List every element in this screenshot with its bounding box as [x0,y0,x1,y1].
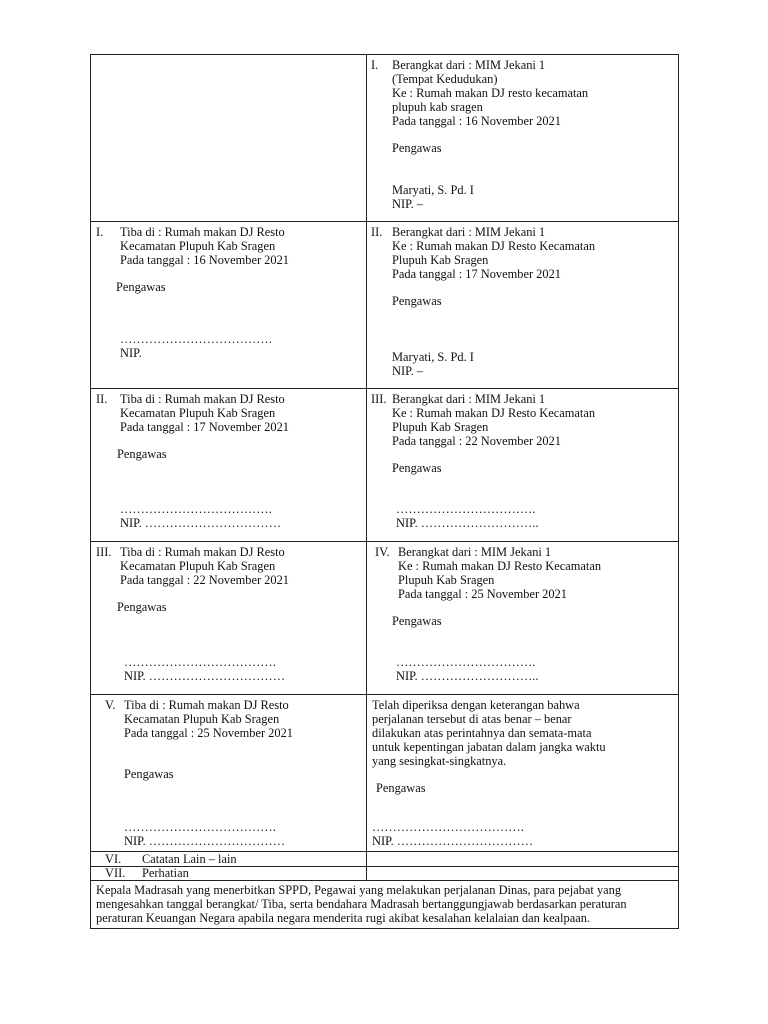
signature-dots: ………………………………. [124,820,276,834]
destination: Ke : Rumah makan DJ resto kecamatan [392,86,589,100]
table-row [91,881,679,929]
table-row [91,222,679,389]
departure-from: Berangkat dari : MIM Jekani 1 [392,225,546,239]
table-row [91,389,679,542]
destination-cont: Plupuh Kab Sragen [392,253,489,267]
table-row [91,852,679,867]
cell-berangkat-3 [367,389,679,542]
destination-cont: Plupuh Kab Sragen [392,420,489,434]
cell-empty [91,55,367,222]
departure-from: Berangkat dari : MIM Jekani 1 [392,58,546,72]
roman-numeral: I. [371,58,379,72]
date-line: Pada tanggal : 22 November 2021 [392,434,561,448]
cell-berangkat-1 [367,55,679,222]
signature-dots: ……………………………. [396,655,536,669]
signature-dots: ………………………………. [120,332,272,346]
notes-label: Catatan Lain – lain [142,852,237,866]
signer-nip: NIP. [120,346,142,360]
verification-line-4: untuk kepentingan jabatan dalam jangka waktu [372,740,606,754]
table-row [91,867,679,881]
destination: Ke : Rumah makan DJ Resto Kecamatan [392,239,596,253]
destination: Ke : Rumah makan DJ Resto Kecamatan [398,559,602,573]
arrival-location: Kecamatan Plupuh Kab Sragen [120,559,276,573]
roman-numeral: V. [105,698,116,712]
signer-name: Maryati, S. Pd. I [392,183,474,197]
signature-dots: ………………………………. [372,820,524,834]
signer-nip: NIP. ……………………….. [396,516,539,530]
signer-role: Pengawas [117,600,167,614]
verification-line-2: perjalanan tersebut di atas benar – benar [372,712,572,726]
verification-line-3: dilakukan atas perintahnya dan semata-mata [372,726,592,740]
signer-role: Pengawas [392,461,442,475]
destination-cont: plupuh kab sragen [392,100,483,114]
signer-role: Pengawas [392,294,442,308]
date-line: Pada tanggal : 17 November 2021 [392,267,561,281]
roman-numeral: VI. [105,852,122,866]
cell-perhatian [91,867,367,881]
signer-role: Pengawas [392,141,442,155]
signer-nip: NIP. – [392,197,423,211]
date-line: Pada tanggal : 17 November 2021 [120,420,289,434]
cell-empty [367,852,679,867]
arrival-at: Tiba di : Rumah makan DJ Resto [120,392,285,406]
destination: Ke : Rumah makan DJ Resto Kecamatan [392,406,596,420]
departure-from: Berangkat dari : MIM Jekani 1 [392,392,546,406]
date-line: Pada tanggal : 16 November 2021 [392,114,561,128]
roman-numeral: I. [96,225,104,239]
cell-tiba-2 [91,389,367,542]
origin-note: (Tempat Kedudukan) [392,72,498,86]
cell-tiba-3 [91,542,367,695]
cell-empty [367,867,679,881]
cell-footer-note [91,881,679,929]
signature-dots: ………………………………. [120,502,272,516]
roman-numeral: VII. [105,866,126,880]
arrival-at: Tiba di : Rumah makan DJ Resto [120,225,285,239]
signer-nip: NIP. …………………………… [120,516,282,530]
signer-nip: NIP. – [392,364,423,378]
departure-from: Berangkat dari : MIM Jekani 1 [398,545,552,559]
roman-numeral: IV. [375,545,390,559]
sppd-back-page [90,54,678,929]
signer-name: Maryati, S. Pd. I [392,350,474,364]
signature-dots: ……………………………. [396,502,536,516]
roman-numeral: III. [96,545,112,559]
signer-role: Pengawas [124,767,174,781]
attention-label: Perhatian [142,866,189,880]
table-row [91,542,679,695]
date-line: Pada tanggal : 25 November 2021 [398,587,567,601]
attention-text: Kepala Madrasah yang menerbitkan SPPD, Pegawai yang melakukan perjalanan Dinas, para pejabat yang mengesahkan tanggal berangkat/ Tiba, serta bendahara Madrasah bertanggungjawab berdasarkan peraturan peraturan Keuangan Negara apabila negara menderita rugi akibat kesalahan kelalaian dan kealpaan. [96,883,627,925]
arrival-location: Kecamatan Plupuh Kab Sragen [120,406,276,420]
sppd-table [90,54,679,929]
roman-numeral: II. [96,392,108,406]
signer-nip: NIP. ……………………….. [396,669,539,683]
table-row [91,695,679,852]
arrival-at: Tiba di : Rumah makan DJ Resto [120,545,285,559]
table-row [91,55,679,222]
destination-cont: Plupuh Kab Sragen [398,573,495,587]
signer-role: Pengawas [116,280,166,294]
roman-numeral: II. [371,225,383,239]
arrival-at: Tiba di : Rumah makan DJ Resto [124,698,289,712]
cell-tiba-4 [91,695,367,852]
arrival-location: Kecamatan Plupuh Kab Sragen [120,239,276,253]
signer-role: Pengawas [392,614,442,628]
cell-verification [367,695,679,852]
cell-berangkat-4 [367,542,679,695]
signer-nip: NIP. …………………………… [124,834,286,848]
date-line: Pada tanggal : 16 November 2021 [120,253,289,267]
cell-catatan [91,852,367,867]
date-line: Pada tanggal : 25 November 2021 [124,726,293,740]
verification-line-1: Telah diperiksa dengan keterangan bahwa [372,698,580,712]
signer-role: Pengawas [376,781,426,795]
signer-nip: NIP. …………………………… [372,834,534,848]
signer-nip: NIP. …………………………… [124,669,286,683]
date-line: Pada tanggal : 22 November 2021 [120,573,289,587]
arrival-location: Kecamatan Plupuh Kab Sragen [124,712,280,726]
cell-berangkat-2 [367,222,679,389]
roman-numeral: III. [371,392,387,406]
verification-line-5: yang sesingkat-singkatnya. [372,754,507,768]
signer-role: Pengawas [117,447,167,461]
signature-dots: ………………………………. [124,655,276,669]
cell-tiba-1 [91,222,367,389]
